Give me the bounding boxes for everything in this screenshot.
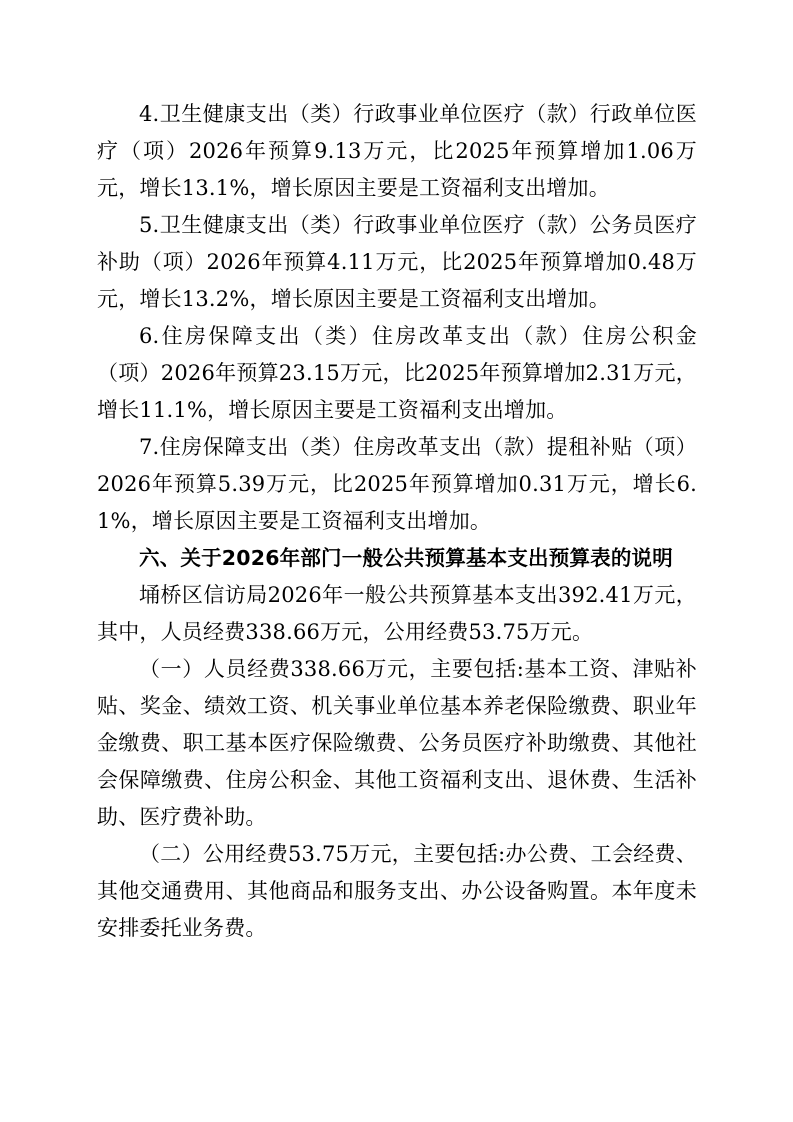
section-heading-basic-expenditure: 六、关于2026年部门一般公共预算基本支出预算表的说明 bbox=[139, 546, 673, 570]
paragraph-civil-servant-medical-subsidy: 5.卫生健康支出（类）行政事业单位医疗（款）公务员医疗补助（项）2026年预算4.11万元，比2025年预算增加0.48万元，增长13.2%，增长原因主要是工资福利支出增加。 bbox=[97, 213, 697, 311]
paragraph-rent-subsidy: 7.住房保障支出（类）住房改革支出（款）提租补贴（项）2026年预算5.39万元，比2025年预算增加0.31万元，增长6.1%，增长原因主要是工资福利支出增加。 bbox=[97, 435, 697, 533]
paragraph-health-admin-medical: 4.卫生健康支出（类）行政事业单位医疗（款）行政单位医疗（项）2026年预算9.13万元，比2025年预算增加1.06万元，增长13.1%，增长原因主要是工资福利支出增加。 bbox=[97, 102, 697, 200]
document-body bbox=[97, 96, 697, 947]
paragraph-public-expenses: （二）公用经费53.75万元，主要包括:办公费、工会经费、其他交通费用、其他商品和服务支出、办公设备购置。本年度未安排委托业务费。 bbox=[97, 842, 697, 940]
paragraph-basic-expenditure-summary: 埇桥区信访局2026年一般公共预算基本支出392.41万元，其中，人员经费338.66万元，公用经费53.75万元。 bbox=[97, 583, 697, 644]
paragraph-personnel-expenses: （一）人员经费338.66万元，主要包括:基本工资、津贴补贴、奖金、绩效工资、机关事业单位基本养老保险缴费、职业年金缴费、职工基本医疗保险缴费、公务员医疗补助缴费、其他社会保障缴费、住房公积金、其他工资福利支出、退休费、生活补助、医疗费补助。 bbox=[97, 657, 697, 829]
paragraph-housing-provident-fund: 6.住房保障支出（类）住房改革支出（款）住房公积金（项）2026年预算23.15万元，比2025年预算增加2.31万元，增长11.1%，增长原因主要是工资福利支出增加。 bbox=[97, 324, 697, 422]
